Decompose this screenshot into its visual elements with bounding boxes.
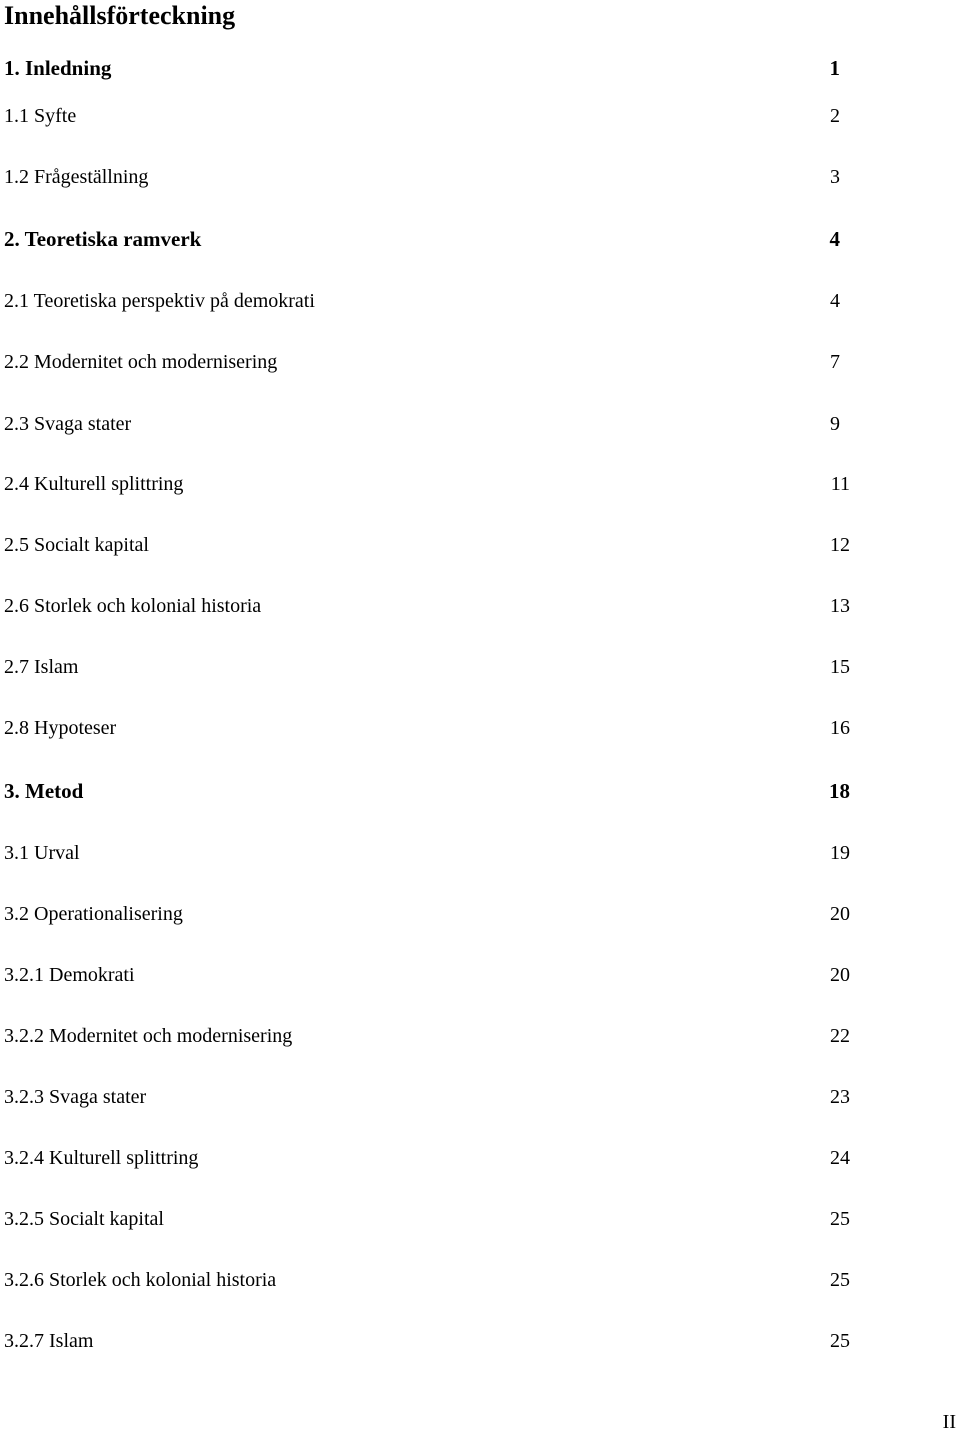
toc-entry-page: 25 xyxy=(830,1330,850,1352)
toc-entry-page: 3 xyxy=(830,166,840,188)
page-title: Innehållsförteckning xyxy=(4,1,236,30)
toc-entry-label: 3.2.4 Kulturell splittring xyxy=(4,1147,199,1169)
toc-entry-page: 2 xyxy=(830,105,840,127)
toc-entry-page: 12 xyxy=(830,534,850,556)
toc-entry-label: 3.2.6 Storlek och kolonial historia xyxy=(4,1269,277,1291)
page-number: II xyxy=(942,1411,956,1433)
toc-entry[interactable] xyxy=(4,531,850,559)
toc-entry-page: 4 xyxy=(829,227,840,251)
toc-entry[interactable] xyxy=(4,54,840,82)
toc-entry-page: 4 xyxy=(830,290,840,312)
toc-entry[interactable] xyxy=(4,287,840,315)
toc-entry[interactable] xyxy=(4,1327,850,1355)
toc-entry[interactable] xyxy=(4,470,850,498)
toc-entry-label: 1. Inledning xyxy=(4,56,112,80)
toc-entry-page: 11 xyxy=(830,473,850,495)
toc-entry-label: 3.2.2 Modernitet och modernisering xyxy=(4,1025,293,1047)
toc-entry-page: 20 xyxy=(830,903,850,925)
toc-entry-label: 3.2 Operationalisering xyxy=(4,903,183,925)
toc-entry-label: 2.8 Hypoteser xyxy=(4,717,117,739)
toc-entry[interactable] xyxy=(4,1144,850,1172)
toc-entry-label: 2.7 Islam xyxy=(4,656,79,678)
toc-entry[interactable] xyxy=(4,653,850,681)
toc-entry-page: 22 xyxy=(830,1025,850,1047)
toc-entry-page: 25 xyxy=(830,1208,850,1230)
toc-entry-label: 2. Teoretiska ramverk xyxy=(4,227,202,251)
toc-entry[interactable] xyxy=(4,1205,850,1233)
toc-entry-page: 18 xyxy=(829,779,850,803)
toc-entry-label: 3. Metod xyxy=(4,779,84,803)
toc-entry-page: 13 xyxy=(830,595,850,617)
toc-entry-page: 16 xyxy=(830,717,850,739)
toc-entry[interactable] xyxy=(4,777,850,805)
toc-entry[interactable] xyxy=(4,900,850,928)
toc-entry[interactable] xyxy=(4,592,850,620)
toc-entry[interactable] xyxy=(4,839,850,867)
toc-entry-label: 2.6 Storlek och kolonial historia xyxy=(4,595,262,617)
toc-entry-label: 1.1 Syfte xyxy=(4,105,77,127)
toc-entry[interactable] xyxy=(4,714,850,742)
toc-entry-label: 2.2 Modernitet och modernisering xyxy=(4,351,278,373)
toc-entry-page: 9 xyxy=(830,413,840,435)
toc-entry-page: 1 xyxy=(829,56,840,80)
toc-entry-label: 2.5 Socialt kapital xyxy=(4,534,149,556)
toc-entry[interactable] xyxy=(4,102,840,130)
toc-entry-page: 23 xyxy=(830,1086,850,1108)
toc-entry-page: 20 xyxy=(830,964,850,986)
toc-entry-label: 3.1 Urval xyxy=(4,842,80,864)
toc-entry-page: 24 xyxy=(830,1147,850,1169)
toc-entry[interactable] xyxy=(4,1083,850,1111)
toc-entry[interactable] xyxy=(4,961,850,989)
toc-entry[interactable] xyxy=(4,1022,850,1050)
toc-entry-label: 1.2 Frågeställning xyxy=(4,166,149,188)
toc-entry[interactable] xyxy=(4,410,840,438)
toc-entry-page: 15 xyxy=(830,656,850,678)
toc-entry-page: 19 xyxy=(830,842,850,864)
toc-entry[interactable] xyxy=(4,1266,850,1294)
toc-entry[interactable] xyxy=(4,348,840,376)
toc-entry-page: 25 xyxy=(830,1269,850,1291)
toc-entry-label: 3.2.5 Socialt kapital xyxy=(4,1208,164,1230)
toc-entry[interactable] xyxy=(4,163,840,191)
toc-entry-label: 2.4 Kulturell splittring xyxy=(4,473,184,495)
toc-entry-label: 3.2.1 Demokrati xyxy=(4,964,135,986)
toc-entry-page: 7 xyxy=(830,351,840,373)
toc-entry-label: 2.1 Teoretiska perspektiv på demokrati xyxy=(4,290,315,312)
toc-entry-label: 3.2.7 Islam xyxy=(4,1330,94,1352)
toc-entry-label: 3.2.3 Svaga stater xyxy=(4,1086,147,1108)
toc-entry-label: 2.3 Svaga stater xyxy=(4,413,132,435)
toc-entry[interactable] xyxy=(4,225,840,253)
